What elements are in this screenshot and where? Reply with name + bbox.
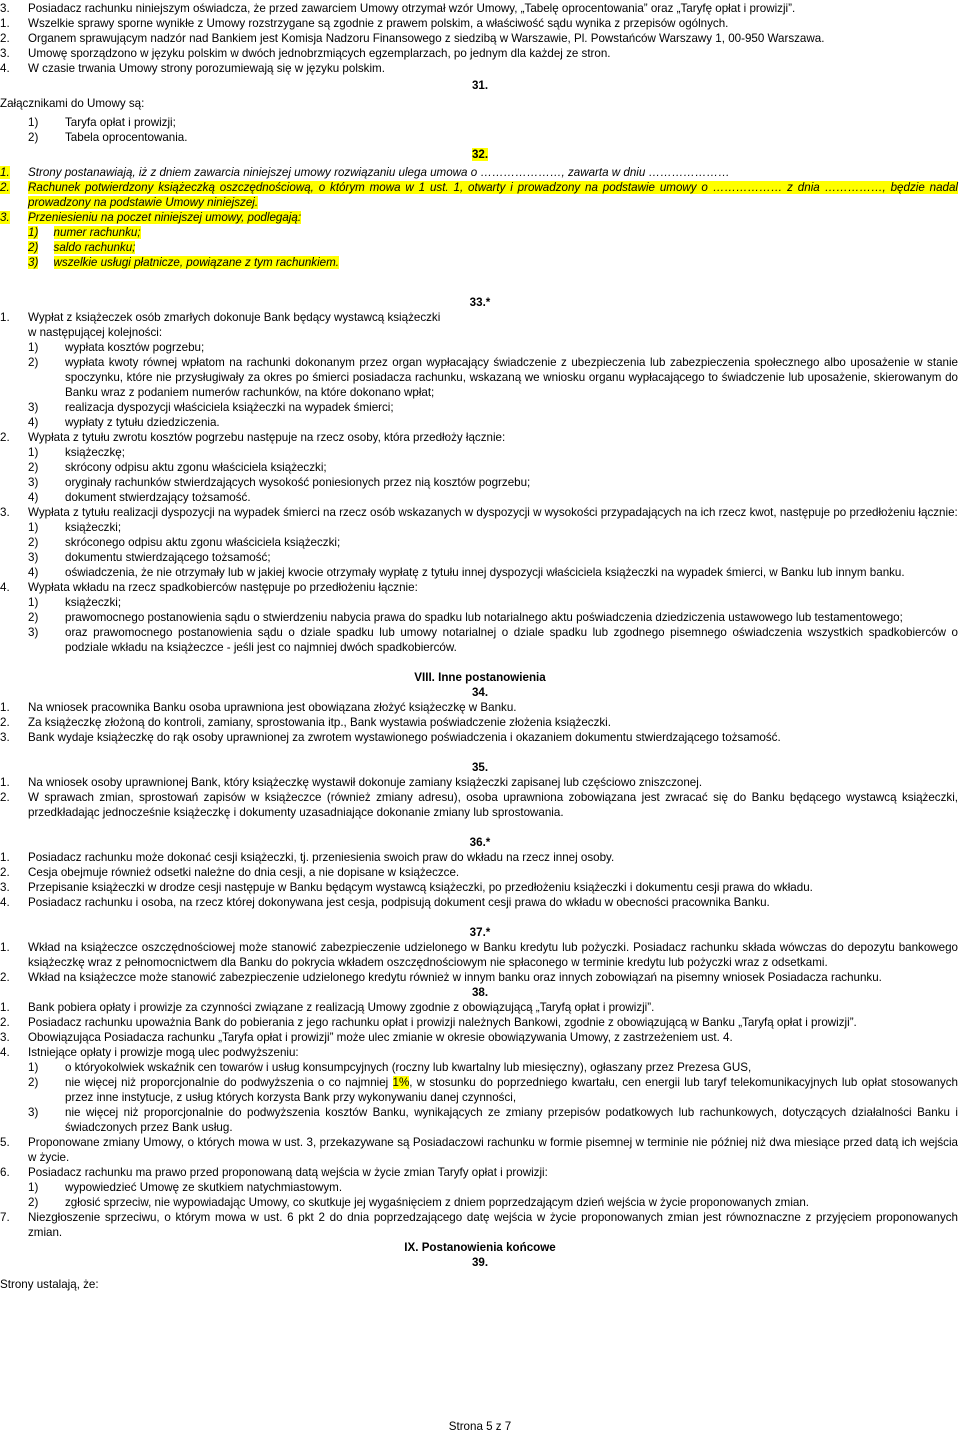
list-item: 3) wszelkie usługi płatnicze, powiązane z tym rachunkiem. xyxy=(28,256,340,269)
list-item: 7. Niezgłoszenie sprzeciwu, o którym mowa w ust. 6 pkt 2 do dnia poprzedzającego datę wejścia w życie proponowanych zmian jest równoznaczne z przyjęciem proponowanych zmian. xyxy=(0,1211,958,1239)
chapter-9-title: IX. Postanowienia końcowe xyxy=(404,1241,556,1254)
list-item: 2) saldo rachunku; xyxy=(28,241,136,254)
list-item: 1) wypłata kosztów pogrzebu; xyxy=(28,341,205,354)
section-37-heading: 37.* xyxy=(469,926,491,939)
list-item: 2. Cesja obejmuje również odsetki należne do dnia cesji, a nie dopisane w książeczce. xyxy=(0,866,460,879)
list-item: 1) o któryokolwiek wskaźnik cen towarów i usług konsumpcyjnych (roczny lub kwartalny lub miesięczny), ogłaszany przez Prezesa GUS, xyxy=(28,1061,752,1074)
list-item: 2. Posiadacz rachunku upoważnia Bank do pobierania z jego rachunku opłat i prowizji należnych Bankowi, zgodnie z obowiązującą w Banku „Taryfą opłat i prowizji”. xyxy=(0,1016,857,1029)
list-item: 3) realizacja dyspozycji właściciela książeczki na wypadek śmierci; xyxy=(28,401,394,414)
list-item: 2) prawomocnego postanowienia sądu o stwierdzeniu nabycia prawa do spadku lub notarialnego aktu poświadczenia dziedziczenia ustawowego lub testamentowego; xyxy=(28,611,903,624)
section-31-intro: Załącznikami do Umowy są: xyxy=(0,97,145,110)
section-38-heading: 38. xyxy=(471,986,489,999)
list-item: 1. Wypłat z książeczek osób zmarłych dokonuje Bank będący wystawcą książeczki xyxy=(0,311,441,324)
list-item: 1. Na wniosek pracownika Banku osoba uprawniona jest obowiązana złożyć książeczkę w Banku. xyxy=(0,701,517,714)
intro-items xyxy=(0,1,960,76)
section-31-heading: 31. xyxy=(471,79,489,92)
list-item: 6. Posiadacz rachunku ma prawo przed proponowaną datą wejścia w życie zmian Taryfy opłat i prowizji: xyxy=(0,1166,548,1179)
list-item: 1) książeczkę; xyxy=(28,446,125,459)
page-number: Strona 5 z 7 xyxy=(448,1420,512,1433)
list-item: 2) skrócony odpisu aktu zgonu właściciela książeczki; xyxy=(28,461,327,474)
chapter-8-title: VIII. Inne postanowienia xyxy=(414,671,546,684)
list-item: 4. Posiadacz rachunku i osoba, na rzecz której dokonywana jest cesja, podpisują dokument cesji prawa do wkładu w obecności pracownika Banku. xyxy=(0,896,770,909)
list-item: 3) nie więcej niż proporcjonalnie do podwyższenia kosztów Banku, wynikających ze zmiany przepisów podatkowych lub rachunkowych, dotyczących działalności Banku i świadczonych przez Bank usług. xyxy=(28,1106,958,1134)
paragraph: w następującej kolejności: xyxy=(28,326,163,339)
list-item: 2) wypłata kwoty równej wpłatom na rachunki dokonanym przez organ wypłacający świadczenie z ubezpieczenia lub zabezpieczenia społecznego albo uposażenie w stanie spoczynku, które nie przysługiwały za okres po śmierci posiadacza rachunku, wskazaną we wniosku organu wypłacającego to świadczenie lub uposażenie, skierowanym do Banku wraz z podaniem numerów rachunków, na które dokonano wpłat; xyxy=(28,356,958,399)
list-item: 4. Wypłata wkładu na rzecz spadkobierców następuje po przedłożeniu łącznie: xyxy=(0,581,418,594)
list-item: 1) Taryfa opłat i prowizji; xyxy=(28,116,176,129)
section-36-heading: 36.* xyxy=(469,836,491,849)
list-item: 2) skróconego odpisu aktu zgonu właściciela książeczki; xyxy=(28,536,341,549)
section-32-heading: 32. xyxy=(471,148,489,161)
list-item: 4. Istniejące opłaty i prowizje mogą ulec podwyższeniu: xyxy=(0,1046,299,1059)
list-item: 3. Umowę sporządzono w języku polskim w dwóch jednobrzmiących egzemplarzach, po jednym dla każdej ze stron. xyxy=(0,47,611,60)
list-item: 3) oryginały rachunków stwierdzających wysokość poniesionych przez nią kosztów pogrzebu; xyxy=(28,476,531,489)
list-item: 3. Przeniesieniu na poczet niniejszej umowy, podlegają: xyxy=(0,211,302,224)
list-item: 4) dokument stwierdzający tożsamość. xyxy=(28,491,251,504)
list-item: 3. Przepisanie książeczki w drodze cesji następuje w Banku będącym wystawcą książeczki, po przedłożeniu książeczki i dokumentu cesji prawa do wkładu. xyxy=(0,881,813,894)
list-item: 2. Wkład na książeczce może stanowić zabezpieczenie udzielonego kredytu również w innym banku oraz innych zobowiązań na pisemny wniosek Posiadacza rachunku. xyxy=(0,971,882,984)
section-33-heading: 33.* xyxy=(469,296,491,309)
list-item: 4) oświadczenia, że nie otrzymały lub w jakiej kwocie otrzymały wypłatę z tytułu innej dyspozycji właściciela książeczki na wypadek śmierci, w Banku lub innym banku. xyxy=(28,566,905,579)
list-item: 2) nie więcej niż proporcjonalnie do podwyższenia o co najmniej 1%, w stosunku do poprzedniego kwartału, cen energii lub taryf telekomunikacyjnych lub opłat stosowanych przez inne instytucje, z usług których korzysta Bank przy wykonywaniu danej czynności, xyxy=(28,1076,958,1104)
list-item: 5. Proponowane zmiany Umowy, o których mowa w ust. 3, przekazywane są Posiadaczowi rachunku w formie pisemnej w terminie nie później niż dwa miesiące przed datą ich wejścia w życie. xyxy=(0,1136,958,1164)
list-item: 2. Rachunek potwierdzony książeczką oszczędnościową, o którym mowa w 1 ust. 1, otwarty i prowadzony na podstawie umowy o ……………… z dnia ……………, będzie nadal prowadzony na podstawie Umowy niniejszej. xyxy=(0,181,958,209)
list-item: 1. Na wniosek osoby uprawnionej Bank, który książeczkę wystawił dokonuje zamiany książeczki zapisanej lub częściowo zniszczonej. xyxy=(0,776,703,789)
section-34-heading: 34. xyxy=(471,686,489,699)
list-item: 3) oraz prawomocnego postanowienia sądu o dziale spadku lub umowy notarialnej o dziale spadku lub zgodnego pisemnego oświadczenia wszystkich spadkobierców o podziale wkładu na książeczce - jeśli jest co najmniej dwóch spadkobierców. xyxy=(28,626,958,654)
list-item: 1) książeczki; xyxy=(28,596,122,609)
list-item: 3. Wypłata z tytułu realizacji dyspozycji na wypadek śmierci na rzecz osób wskazanych w dyspozycji w wysokości przypadających na ich rzecz kwot, następuje po przedłożeniu łącznie: xyxy=(0,506,958,519)
list-item: 1. Posiadacz rachunku może dokonać cesji książeczki, tj. przeniesienia swoich praw do wkładu na rzecz innej osoby. xyxy=(0,851,615,864)
highlighted-value: 1% xyxy=(392,1076,410,1089)
list-item: 1. Strony postanawiają, iż z dniem zawarcia niniejszej umowy rozwiązaniu ulega umowa o …………………, zawarta w dniu ………………… xyxy=(0,166,730,179)
list-item: 3. Bank wydaje książeczkę do rąk osoby uprawnionej za zwrotem wystawionego poświadczenia i okazaniem dokumentu stwierdzającego tożsamość. xyxy=(0,731,781,744)
list-item: 3) dokumentu stwierdzającego tożsamość; xyxy=(28,551,271,564)
list-item: 1. Wszelkie sprawy sporne wynikłe z Umowy rozstrzygane są zgodnie z prawem polskim, a właściwość sądu wynika z przepisów ogólnych. xyxy=(0,17,729,30)
list-item: 1. Wkład na książeczce oszczędnościowej może stanowić zabezpieczenie udzielonego w Banku kredytu lub pożyczki. Posiadacz rachunku składa wówczas do depozytu bankowego książeczkę wraz z pełnomocnictwem dla Banku do pokrycia wkładem oszczędnościowym nie spłaconego w terminie kredytu lub pożyczki wraz z odsetkami. xyxy=(0,941,958,969)
list-item: 1) książeczki; xyxy=(28,521,122,534)
list-item: 2. Organem sprawującym nadzór nad Bankiem jest Komisja Nadzoru Finansowego z siedzibą w Warszawie, Pl. Powstańców Warszawy 1, 00-950 Warszawa. xyxy=(0,32,825,45)
list-item: 1) numer rachunku; xyxy=(28,226,141,239)
list-item: 2. Za książeczkę złożoną do kontroli, zamiany, sprostowania itp., Bank wystawia poświadczenie złożenia książeczki. xyxy=(0,716,611,729)
paragraph: Strony ustalają, że: xyxy=(0,1278,99,1291)
list-item: 2) zgłosić sprzeciw, nie wypowiadając Umowy, co skutkuje jej wygaśnięciem z dniem poprzedzającym dzień wejścia w życie proponowanych zmian. xyxy=(28,1196,810,1209)
section-35-heading: 35. xyxy=(471,761,489,774)
list-item: 3. Obowiązująca Posiadacza rachunku „Taryfa opłat i prowizji” może ulec zmianie w okresie obowiązywania Umowy, z zastrzeżeniem ust. 4. xyxy=(0,1031,733,1044)
list-item: 4) wypłaty z tytułu dziedziczenia. xyxy=(28,416,220,429)
list-item: 2. W sprawach zmian, sprostowań zapisów w książeczce (również zmiany adresu), osoba uprawniona zobowiązana jest zwracać się do Banku będącego wystawcą książeczki, przedkładając jednocześnie książeczkę i dokumenty uzasadniające dokonanie zmiany lub sprostowania. xyxy=(0,791,958,819)
section-39-heading: 39. xyxy=(471,1256,489,1269)
list-item: 2) Tabela oprocentowania. xyxy=(28,131,188,144)
list-item: 2. Wypłata z tytułu zwrotu kosztów pogrzebu następuje na rzecz osoby, która przedłoży łącznie: xyxy=(0,431,506,444)
list-item: 3. Posiadacz rachunku niniejszym oświadcza, że przed zawarciem Umowy otrzymał wzór Umowy, „Tabelę oprocentowania” oraz „Taryfę opłat i prowizji”. xyxy=(0,2,796,15)
list-item: 1. Bank pobiera opłaty i prowizje za czynności związane z realizacją Umowy zgodnie z obowiązującą „Taryfą opłat i prowizji”. xyxy=(0,1001,655,1014)
list-item: 4. W czasie trwania Umowy strony porozumiewają się w języku polskim. xyxy=(0,62,385,75)
list-item: 1) wypowiedzieć Umowę ze skutkiem natychmiastowym. xyxy=(28,1181,343,1194)
